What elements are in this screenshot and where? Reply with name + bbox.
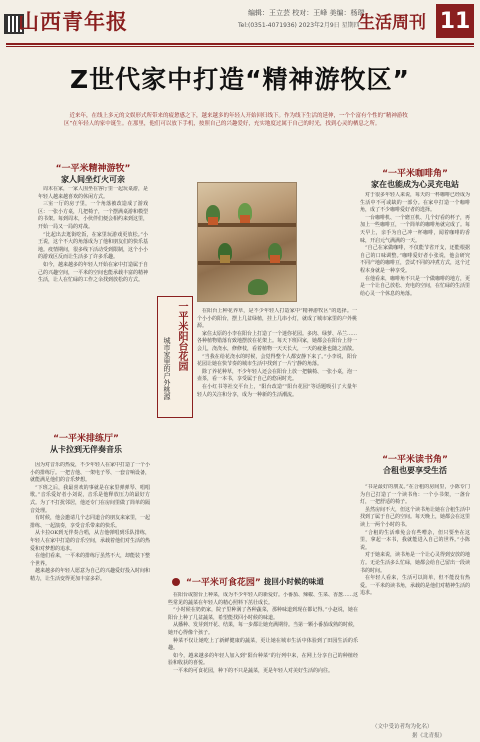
section-reading-subtitle: 合租也要享受生活: [383, 466, 447, 475]
paragraph: 从卡拉OK到无伴奏合唱，从吉他弹唱到乐队排练，年轻人在家中打造的音乐空间，承载着他们对生活的热爱和对梦想的追求。: [30, 530, 150, 552]
section-food-header: [172, 575, 358, 588]
section-garden-subtitle: 城市家里的户外桃源: [163, 337, 171, 400]
shelf-shape: [198, 261, 296, 265]
paragraph: 从播种、发芽到开花、结果，每一步都让她充满期待。当第一颗小番茄成熟的时候，她开心得像个孩子。: [168, 622, 358, 636]
footer-note: （文中受访者均为化名）: [372, 724, 433, 730]
newspaper-logo: 山西青年报: [18, 9, 128, 34]
paragraph: 如今，越来越多的年轻人开始在家中打造属于自己的兴趣空间，一平米的空间也能承载丰富的精神生活，让人在忙碌的工作之余找到放松的方式。: [38, 261, 148, 284]
paragraph: “下班之后，我最喜欢的事就是在家里弹弹琴、唱唱歌。”音乐爱好者小刘说，音乐是他释放压力的最好方式。为了不打扰邻居，他还专门在房间里做了简单的隔音处理。: [30, 484, 150, 514]
paragraph: 一台咖啡机、一个磨豆机、几个好看的杯子，再加上一些咖啡豆，一个简单的咖啡角就完成了。每天早上，亲手为自己冲一杯咖啡，闻着咖啡的香味，开启元气满满的一天。: [360, 214, 470, 244]
section-music-header: [24, 431, 148, 455]
paragraph: 在他看来，咖啡角不只是一个做咖啡的地方，更是一个让自己放松、充电的空间，在忙碌的生活里给心灵一个休息的角落。: [360, 275, 470, 297]
header-divider-thin: [6, 46, 474, 47]
editor-info: 编辑：王立芸 校对：王峰 美编：杨瑞: [248, 9, 365, 17]
paragraph: 越来越多的年轻人愿意为自己的兴趣爱好投入时间和精力，让生活变得更加丰富多彩。: [30, 568, 150, 582]
section-music-title: “一平米排练厅”: [53, 434, 119, 444]
date-line: Tel:(0351-4071936) 2023年2月9日 星期四: [238, 22, 360, 29]
footer-source: 据《北青报》: [412, 733, 446, 739]
section-coffee-title: “一平米咖啡角”: [382, 169, 448, 179]
section-coffee-header: [360, 166, 470, 190]
paragraph: 除了养花种草，不少年轻人还会在阳台上放一把躺椅、一张小桌，泡一壶茶，看一本书，享受属于自己的悠闲时光。: [197, 368, 357, 383]
article-headline: Z世代家中打造“精神游牧区”: [70, 65, 410, 94]
paragraph: 在阳台或窗台上种菜，成为不少年轻人的新爱好。小番茄、辣椒、生菜、香葱……这些常见的蔬菜在年轻人的精心照料下茁壮成长。: [168, 592, 358, 606]
section-garden-body: [197, 308, 357, 564]
pot-icon: [220, 255, 230, 263]
paragraph: “比起出去逛街吃饭，在家里玩游戏更放松。”小王说，这个不大的角落成为了他和朋友们的快乐基地。疫情期间，很多线下活动受到限制，这个小小的游戏区反而让生活多了许多乐趣。: [38, 231, 148, 261]
section-reading-header: [362, 452, 468, 476]
paragraph: 三室一厅的房子里，一个角落被改造成了游戏区：一张小方桌，几把椅子，一个摆满桌游和模型的书架。每到周末，小伙伴们便会相约来到这里，开始一局又一局的对战。: [38, 201, 148, 230]
section-food-title: “一平米可食花园”: [186, 578, 261, 588]
section-garden-vertical-title: [157, 296, 193, 418]
paragraph: 因为对音乐的热爱，不少年轻人在家中打造了一个小小的排练厅。一把吉他、一架电子琴、一套音响设备，就能满足他们的音乐梦想。: [30, 462, 150, 484]
section-game-title: “一平米精神游牧”: [55, 164, 131, 174]
paragraph: 周末在家，一家人围坐在客厅里一起玩桌游，是年轻人越来越喜欢的休闲方式。: [38, 186, 148, 200]
paragraph: 在小红书等社交平台上，“阳台改造”“阳台花园”等话题吸引了大量年轻人的关注和分享，成为一种新的生活潮流。: [197, 383, 357, 398]
pot-icon: [240, 215, 250, 223]
paragraph: “当我在给花浇水的时候，会觉得整个人都安静下来了。”小李说，阳台花园让她在快节奏的城市生活中找到了一片宁静的角落。: [197, 353, 357, 368]
paragraph: 如今，越来越多的年轻人加入到“阳台种菜”的行列中来，在网上分享自己的种植经验和收获的喜悦。: [168, 652, 358, 667]
paragraph: “书是最好的朋友。”在合租的房间里，小陈专门为自己打造了一个读书角：一个小书架，一盏台灯，一把舒适的椅子。: [360, 484, 470, 506]
paragraph: 有时候，他会邀请几个志同道合的朋友来家里，一起排练、一起演奏，享受音乐带来的快乐。: [30, 515, 150, 529]
section-game-body: [38, 186, 148, 406]
section-garden-title: 一平米阳台花园: [176, 301, 187, 371]
paragraph: 在他们看来，一平米的排练厅虽然不大，却能装下整个世界。: [30, 553, 150, 567]
paragraph: “自己在家做咖啡，不仅能节省开支，还能根据自己的口味调整。”咖啡爱好者小张说，他会研究不同产地的咖啡豆，尝试不同的冲煮方式，这个过程本身就是一种享受。: [360, 245, 470, 274]
section-game-header: [38, 161, 148, 185]
paragraph: 一平米的可食花园，种下的不只是蔬菜，更是年轻人对美好生活的向往。: [173, 667, 334, 674]
paragraph: 虽然房间不大，但这个读书角让她在合租生活中找到了属于自己的空间。每天晚上，她都会在这里读上一两个小时的书。: [360, 506, 470, 528]
section-bullet-icon: [172, 578, 180, 586]
balcony-garden-photo: [197, 182, 297, 302]
header-divider: [6, 43, 474, 45]
plant-icon: [248, 279, 268, 295]
section-coffee-subtitle: 家在也能成为心灵充电站: [371, 180, 459, 189]
pot-icon: [270, 255, 280, 263]
section-coffee-body: [360, 192, 470, 408]
paragraph: 在阳台上种花养草，是不少年轻人打造家中“精神游牧区”的选择。一个小小的阳台，摆上几盆绿植，挂上几串小灯，就成了城市家里的户外桃源。: [197, 308, 357, 330]
section-game-subtitle: 家人间坐灯火可亲: [61, 175, 125, 184]
paragraph: 对于很多年轻人来说，每天的一杯咖啡已经成为生活中不可或缺的一部分。在家中打造一个咖啡角，成了不少咖啡爱好者的选择。: [360, 192, 470, 214]
section-music-body: [30, 462, 150, 712]
paragraph: 在年轻人看来，生活可以简单，但不能没有热爱。一平米的读书角，承载的是他们对精神生活的追求。: [360, 575, 470, 597]
article-lead: 近来年，在线上多元的文娱形式所带来的疲惫感之下，越来越多的年轻人开始回归线下。作为线下生活的延伸，一个个富有个性的“精神游牧区”在年轻人的家中诞生。在那里，他们可以放下手机，按照自己的兴趣爱好，充实地度过属于自己的时光，找到心灵的栖息之所。: [64, 113, 408, 127]
section-music-subtitle: 从卡拉到无伴奏音乐: [50, 445, 122, 454]
section-food-body: [168, 592, 358, 712]
page-number: 11: [436, 4, 474, 38]
paragraph: “小时候在奶奶家，院子里种满了各种蔬菜，那种味道到现在都记得。”小赵说，她在阳台上种了几盆蔬菜，希望能找回小时候的味道。: [168, 607, 358, 621]
column-name: 生活周刊: [358, 13, 426, 33]
paragraph: 对于她来说，读书角是一个让心灵得到安放的地方。无论生活多么忙碌，她都会给自己留出一段读书的时间。: [360, 552, 470, 574]
paragraph: 种菜不仅让她吃上了新鲜健康的蔬菜，更让她在城市生活中体验到了田园生活的乐趣。: [168, 637, 358, 652]
section-reading-title: “一平米读书角”: [382, 455, 448, 465]
paragraph: 家住太原的小李在阳台上打造了一个迷你花园。多肉、绿萝、吊兰……各种植物错落有致地摆放在花架上。每天下班回家，她都会在阳台上待一会儿，浇浇水，修修枝，看着植物一天天长大，一天的疲惫也随之消散。: [197, 330, 357, 352]
section-reading-body: [360, 484, 470, 694]
section-food-subtitle: 拢回小时候的味道: [263, 577, 324, 586]
paragraph: “合租的生活难免会有些嘈杂，但只要坐在这里，拿起一本书，我就能进入自己的世界。”小陈说。: [360, 529, 470, 551]
pot-icon: [208, 217, 218, 225]
